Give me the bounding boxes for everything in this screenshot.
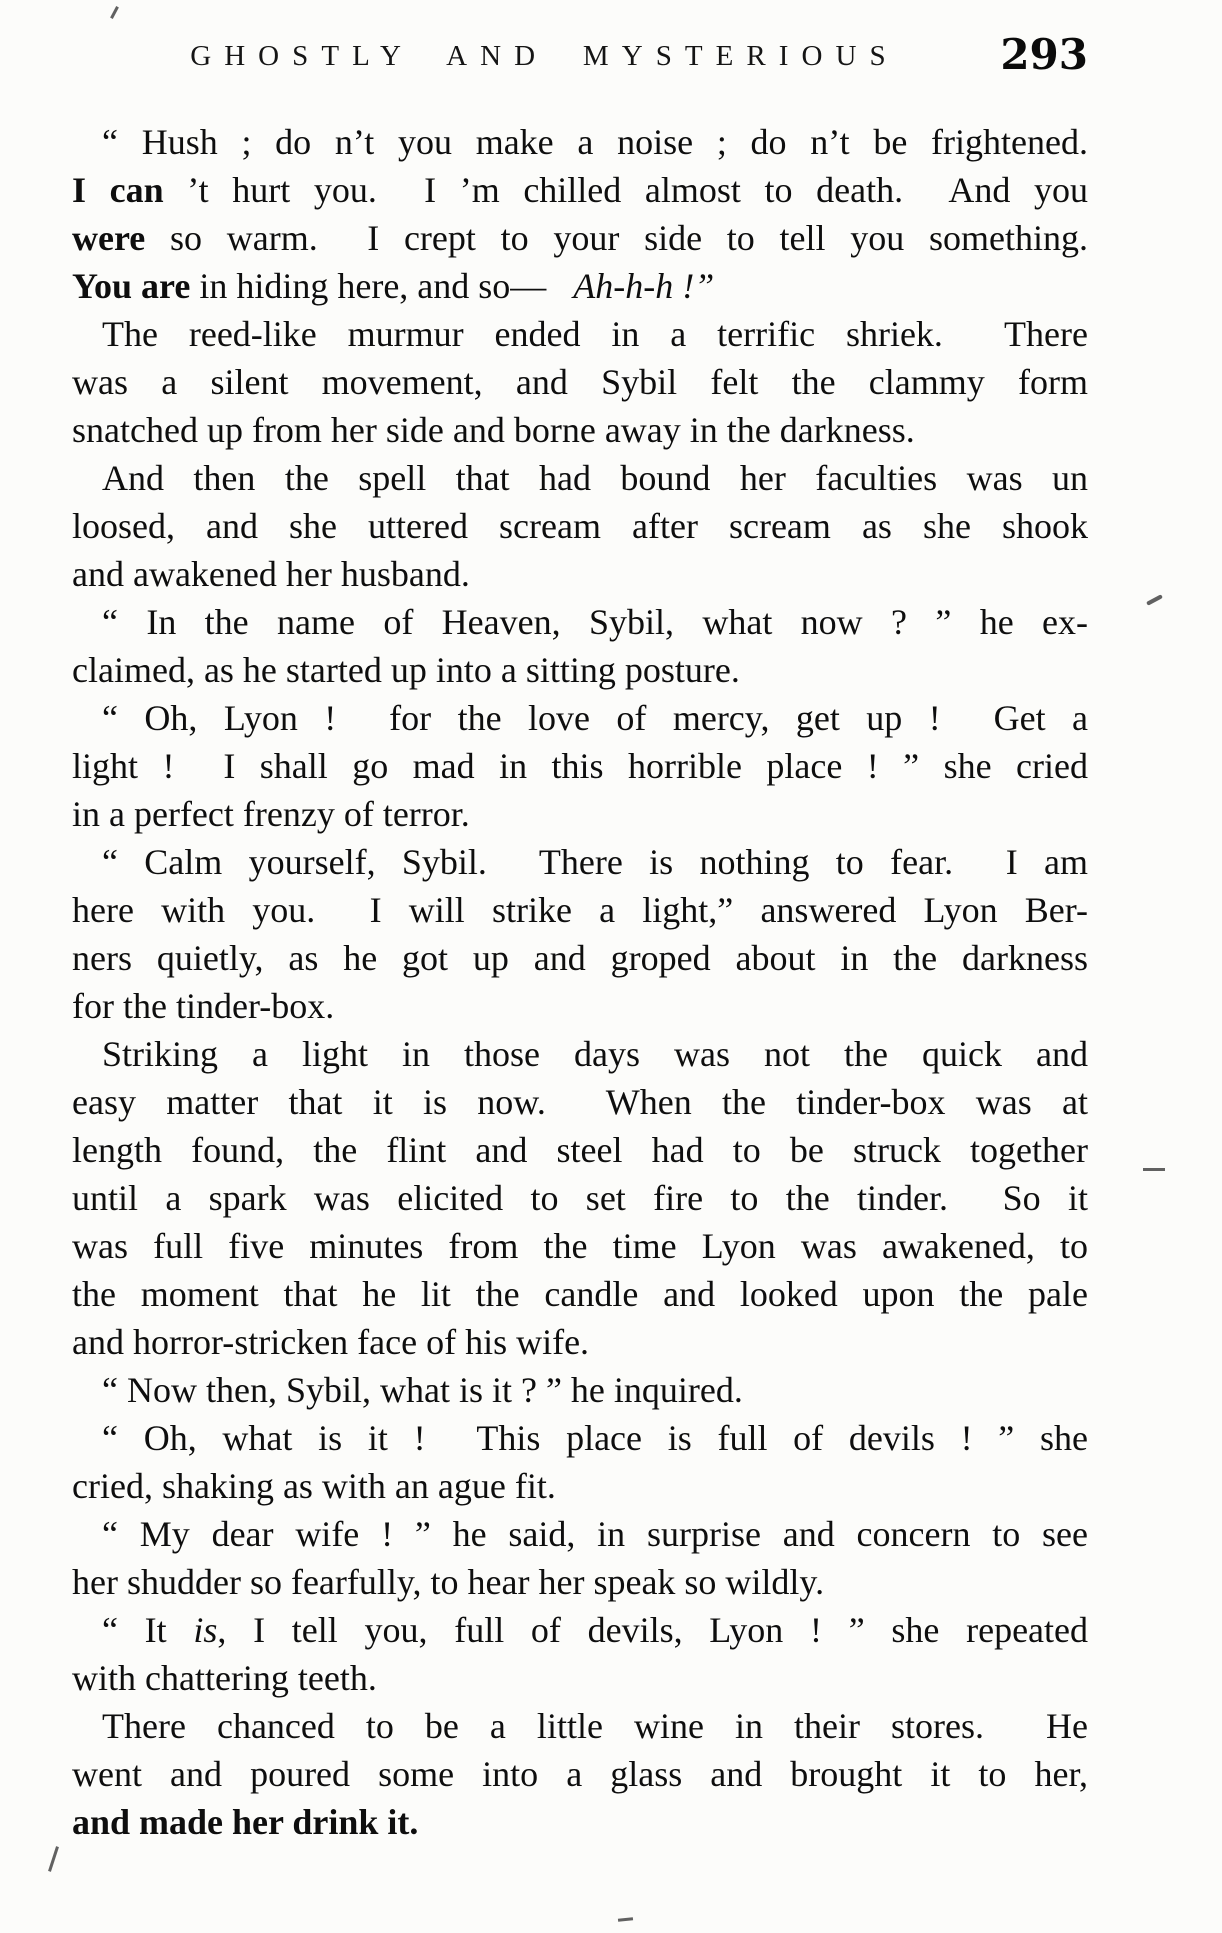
text-segment: snatched up from her side and borne away in the darkness. [72, 410, 915, 450]
text-segment: her shudder so fearfully, to hear her speak so wildly. [72, 1562, 825, 1602]
text-segment: claimed, as he started up into a sitting posture. [72, 650, 740, 690]
text-line [72, 1702, 1088, 1750]
text-segment: for the tinder-box. [72, 986, 335, 1026]
text-line [72, 1558, 1088, 1606]
paragraph [72, 1510, 1088, 1606]
text-line [72, 262, 1088, 310]
text-segment: and awakened her husband. [72, 554, 470, 594]
text-line [72, 838, 1088, 886]
text-line [72, 1318, 1088, 1366]
text-segment: light ! I shall go mad in this horrible place ! ” she cried [72, 746, 1088, 786]
text-segment: was a silent movement, and Sybil felt the clammy form [72, 362, 1088, 402]
text-line [72, 1174, 1088, 1222]
text-segment: , I tell you, full of devils, Lyon ! ” she repeated [217, 1610, 1089, 1650]
text-line [72, 454, 1088, 502]
text-segment: Striking a light in those days was not the quick and [102, 1034, 1088, 1074]
book-page [72, 30, 1088, 1846]
text-line [72, 406, 1088, 454]
scan-artifact [1146, 594, 1163, 606]
text-segment: “ My dear wife ! ” he said, in surprise and concern to see [102, 1514, 1088, 1554]
text-line [72, 1606, 1088, 1654]
text-line [72, 1750, 1088, 1798]
text-segment: and made her drink it. [72, 1802, 419, 1842]
text-line [72, 1078, 1088, 1126]
text-line [72, 166, 1088, 214]
text-segment: You are [72, 266, 191, 306]
paragraph [72, 454, 1088, 598]
text-segment: “ Oh, what is it ! This place is full of devils ! ” she [102, 1418, 1088, 1458]
text-line [72, 358, 1088, 406]
text-segment: until a spark was elicited to set fire to the tinder. So it [72, 1178, 1088, 1218]
text-segment: The reed-like murmur ended in a terrific shriek. There [102, 314, 1088, 354]
text-segment: were [72, 218, 146, 258]
text-segment: easy matter that it is now. When the tinder-box was at [72, 1082, 1088, 1122]
text-line [72, 1366, 1088, 1414]
text-line [72, 118, 1088, 166]
paragraph [72, 598, 1088, 694]
paragraph [72, 1414, 1088, 1510]
running-header [72, 30, 1088, 92]
text-segment: “ It [102, 1610, 194, 1650]
text-line [72, 502, 1088, 550]
text-segment: is [193, 1610, 218, 1650]
text-segment: “ Now then, Sybil, what is it ? ” he inquired. [102, 1370, 743, 1410]
text-line [72, 886, 1088, 934]
text-line [72, 1270, 1088, 1318]
text-line [72, 1462, 1088, 1510]
text-line [72, 934, 1088, 982]
paragraph [72, 1606, 1088, 1702]
text-line [72, 742, 1088, 790]
running-header-title: GHOSTLY AND MYSTERIOUS [190, 40, 899, 72]
paragraph [72, 118, 1088, 310]
text-line [72, 1510, 1088, 1558]
text-line [72, 598, 1088, 646]
text-segment: And then the spell that had bound her faculties was un [102, 458, 1088, 498]
text-line [72, 1126, 1088, 1174]
text-line [72, 1654, 1088, 1702]
scan-artifact [1143, 1168, 1165, 1171]
scan-artifact [618, 1917, 633, 1922]
text-segment: cried, shaking as with an ague fit. [72, 1466, 556, 1506]
text-line [72, 214, 1088, 262]
text-line [72, 1798, 1088, 1846]
text-segment: I can [72, 170, 164, 210]
text-line [72, 790, 1088, 838]
text-line [72, 1414, 1088, 1462]
text-segment: with chattering teeth. [72, 1658, 377, 1698]
paragraph [72, 694, 1088, 838]
text-line [72, 1222, 1088, 1270]
text-segment: went and poured some into a glass and brought it to her, [72, 1754, 1088, 1794]
text-segment: in a perfect frenzy of terror. [72, 794, 470, 834]
text-segment: Ah-h-h !” [573, 266, 715, 306]
text-segment: in hiding here, and so— [190, 266, 574, 306]
scan-artifact [48, 1846, 59, 1872]
text-segment: “ Hush ; do n’t you make a noise ; do n’t be frightened. [102, 122, 1088, 162]
scan-artifact [110, 6, 119, 19]
text-segment: ’t hurt you. I ’m chilled almost to death. And you [163, 170, 1088, 210]
text-segment: was full five minutes from the time Lyon was awakened, to [72, 1226, 1088, 1266]
text-segment: There chanced to be a little wine in their stores. He [102, 1706, 1088, 1746]
paragraph [72, 1366, 1088, 1414]
paragraph [72, 1030, 1088, 1366]
text-segment: and horror-stricken face of his wife. [72, 1322, 590, 1362]
text-segment: length found, the flint and steel had to be struck together [72, 1130, 1088, 1170]
paragraph [72, 1702, 1088, 1846]
text-segment: here with you. I will strike a light,” answered Lyon Ber- [72, 890, 1088, 930]
text-line [72, 310, 1088, 358]
paragraph [72, 838, 1088, 1030]
text-line [72, 646, 1088, 694]
text-line [72, 982, 1088, 1030]
paragraph [72, 310, 1088, 454]
page-number: 293 [1000, 30, 1088, 79]
text-line [72, 550, 1088, 598]
text-segment: ners quietly, as he got up and groped about in the darkness [72, 938, 1088, 978]
text-line [72, 694, 1088, 742]
text-segment: so warm. I crept to your side to tell you something. [145, 218, 1088, 258]
text-segment: “ Oh, Lyon ! for the love of mercy, get up ! Get a [102, 698, 1088, 738]
text-segment: “ Calm yourself, Sybil. There is nothing to fear. I am [102, 842, 1088, 882]
text-line [72, 1030, 1088, 1078]
text-segment: the moment that he lit the candle and looked upon the pale [72, 1274, 1088, 1314]
text-segment: “ In the name of Heaven, Sybil, what now ? ” he ex- [102, 602, 1088, 642]
text-segment: loosed, and she uttered scream after scream as she shook [72, 506, 1088, 546]
page-body [72, 118, 1088, 1846]
